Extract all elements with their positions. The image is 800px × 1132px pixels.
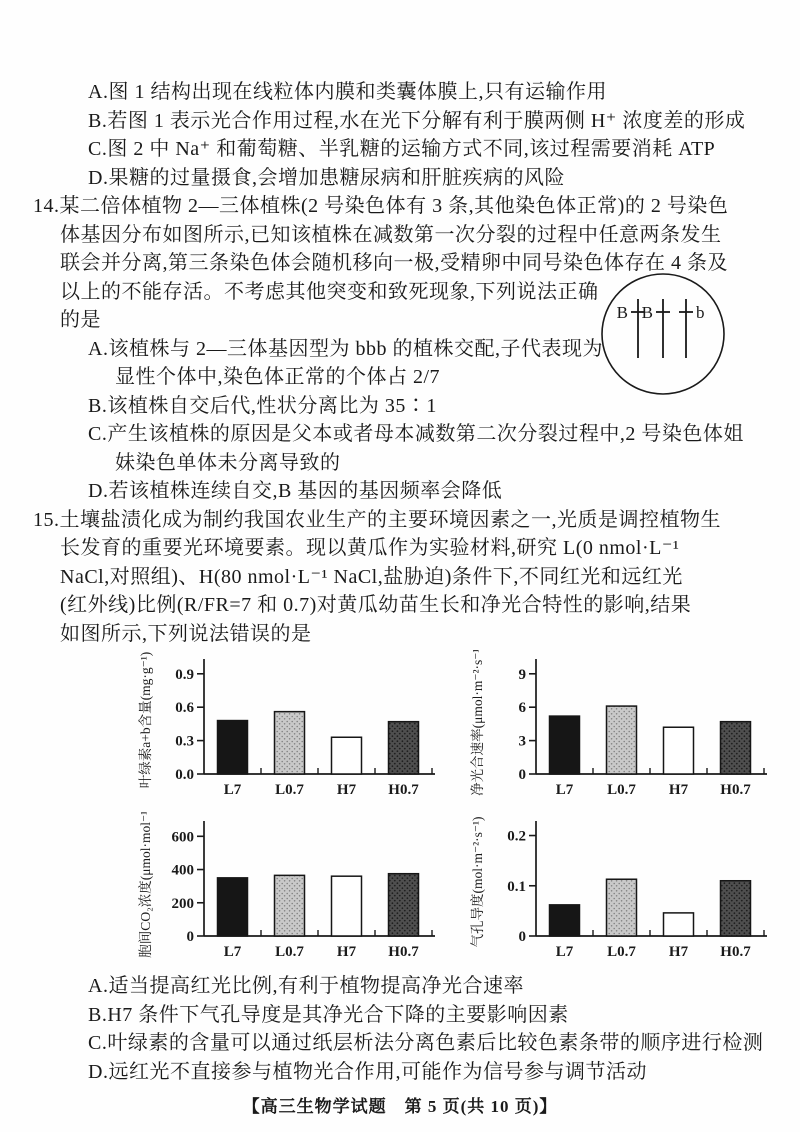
q13-option-a: A.图 1 结构出现在线粒体内膜和类囊体膜上,只有运输作用: [88, 81, 607, 103]
q14-option-a: A.该植株与 2—三体基因型为 bbb 的植株交配,子代表现为: [88, 337, 603, 360]
q14-option-d: D.若该植株连续自交,B 基因的基因频率会降低: [88, 480, 503, 502]
bar-H7: [664, 727, 694, 774]
q14-option-c: C.产生该植株的原因是父本或者母本减数第二次分裂过程中,2 号染色体姐: [88, 423, 744, 445]
bar-H0.7: [721, 881, 751, 936]
gene-label: B: [641, 303, 653, 322]
q13-option-b: B.若图 1 表示光合作用过程,水在光下分解有利于膜两侧 H⁺ 浓度差的形成: [88, 109, 746, 132]
q14-option-a-cont: 显性个体中,染色体正常的个体占 2/7: [115, 366, 441, 388]
page-footer: 【高三生物学试题 第 5 页(共 10 页)】: [242, 1097, 558, 1116]
y-tick-label: 0: [186, 929, 194, 945]
x-category-label: L0.7: [275, 944, 304, 960]
y-tick-label: 3: [518, 733, 526, 750]
q14-cell-diagram: [597, 268, 729, 400]
q15-option-b: B.H7 条件下气孔导度是其净光合下降的主要影响因素: [88, 1003, 569, 1026]
q14-option-c-cont: 妹染色单体未分离导致的: [115, 451, 341, 474]
q15-stem-line: NaCl,对照组)、H(80 nmol·L⁻¹ NaCl,盐胁迫)条件下,不同红光和远红光: [60, 565, 683, 588]
q15-stem-line: (红外线)比例(R/FR=7 和 0.7)对黄瓜幼苗生长和净光合特性的影响,结果: [60, 594, 692, 616]
y-tick-label: 0: [518, 929, 526, 945]
y-axis-label: 叶绿素a+b含量(mg·g⁻¹): [138, 651, 153, 789]
x-category-label: L0.7: [607, 944, 636, 960]
x-category-label: H7: [668, 944, 689, 960]
bar-L0.7: [607, 706, 637, 774]
y-tick-label: 0.9: [175, 666, 194, 683]
y-axis-label: 净光合速率(μmol·m⁻²·s⁻¹): [470, 650, 485, 796]
x-category-label: L7: [223, 782, 242, 798]
gene-label: B: [616, 303, 628, 322]
bar-chart: [136, 812, 446, 970]
q15-charts-grid: [136, 650, 800, 970]
x-category-label: H0.7: [388, 944, 419, 960]
q13-option-d: D.果糖的过量摄食,会增加患糖尿病和肝脏疾病的风险: [88, 166, 565, 189]
q15-option-c: C.叶绿素的含量可以通过纸层析法分离色素后比较色素条带的顺序进行检测: [88, 1032, 764, 1054]
q15-stem-line: 长发育的重要光环境要素。现以黄瓜作为实验材料,研究 L(0 nmol·L⁻¹: [60, 537, 680, 559]
y-tick-label: 9: [518, 666, 526, 683]
chart-4: [468, 812, 778, 970]
x-category-label: H7: [336, 782, 357, 798]
q15-stem-line: 15.土壤盐渍化成为制约我国农业生产的主要环境因素之一,光质是调控植物生: [33, 508, 721, 531]
bar-L7: [550, 905, 580, 936]
q14-stem-line: 的是: [60, 309, 101, 331]
q15-option-a: A.适当提高红光比例,有利于植物提高净光合速率: [88, 975, 524, 997]
bar-L0.7: [275, 875, 305, 936]
bar-chart: [468, 650, 778, 808]
chart-3: [136, 812, 446, 970]
x-category-label: H7: [336, 944, 357, 960]
y-tick-label: 600: [171, 829, 194, 846]
cell-diagram-svg: [597, 268, 729, 400]
bar-H7: [332, 737, 362, 774]
y-tick-label: 0: [518, 767, 526, 783]
y-tick-label: 0.3: [175, 733, 194, 750]
q14-option-b: B.该植株自交后代,性状分离比为 35∶1: [88, 394, 437, 417]
bar-chart: [468, 812, 778, 970]
x-category-label: L7: [555, 944, 574, 960]
bar-L7: [550, 716, 580, 774]
chart-2: [468, 650, 778, 808]
x-category-label: H7: [668, 782, 689, 798]
y-tick-label: 200: [171, 895, 194, 912]
q15-stem-line: 如图所示,下列说法错误的是: [60, 622, 312, 645]
q13-option-c: C.图 2 中 Na⁺ 和葡萄糖、半乳糖的运输方式不同,该过程需要消耗 ATP: [88, 138, 716, 160]
y-axis-label: 气孔导度(mol·m⁻²·s⁻¹): [470, 816, 485, 948]
x-category-label: H0.7: [720, 782, 751, 798]
bar-H7: [664, 913, 694, 936]
q14-stem-line: 体基因分布如图所示,已知该植株在减数第一次分裂的过程中任意两条发生: [60, 223, 722, 246]
x-category-label: L7: [223, 944, 242, 960]
bar-H0.7: [389, 722, 419, 774]
q14-stem-line: 以上的不能存活。不考虑其他突变和致死现象,下列说法正确: [60, 280, 599, 303]
y-tick-label: 0.6: [175, 700, 194, 717]
x-category-label: L7: [555, 782, 574, 798]
q15-option-d: D.远红光不直接参与植物光合作用,可能作为信号参与调节活动: [88, 1060, 647, 1083]
y-tick-label: 0.2: [507, 828, 526, 845]
bar-L7: [218, 721, 248, 774]
chart-1: [136, 650, 446, 808]
y-axis-label: 胞间CO₂浓度(μmol·mol⁻¹): [138, 812, 153, 958]
bar-H7: [332, 876, 362, 936]
gene-label: b: [696, 303, 705, 322]
bar-H0.7: [721, 722, 751, 774]
y-tick-label: 0.1: [507, 878, 526, 895]
bar-L7: [218, 878, 248, 936]
y-tick-label: 0.0: [175, 767, 194, 783]
x-category-label: H0.7: [720, 944, 751, 960]
bar-chart: [136, 650, 446, 808]
q14-stem-line: 14.某二倍体植物 2—三体植株(2 号染色体有 3 条,其他染色体正常)的 2 号染色: [33, 195, 729, 217]
q14-stem-line: 联会并分离,第三条染色体会随机移向一极,受精卵中同号染色体存在 4 条及: [60, 252, 728, 274]
y-tick-label: 6: [518, 700, 526, 717]
x-category-label: H0.7: [388, 782, 419, 798]
bar-L0.7: [607, 879, 637, 936]
bar-H0.7: [389, 874, 419, 936]
x-category-label: L0.7: [607, 782, 636, 798]
y-tick-label: 400: [171, 862, 194, 879]
x-category-label: L0.7: [275, 782, 304, 798]
bar-L0.7: [275, 712, 305, 774]
